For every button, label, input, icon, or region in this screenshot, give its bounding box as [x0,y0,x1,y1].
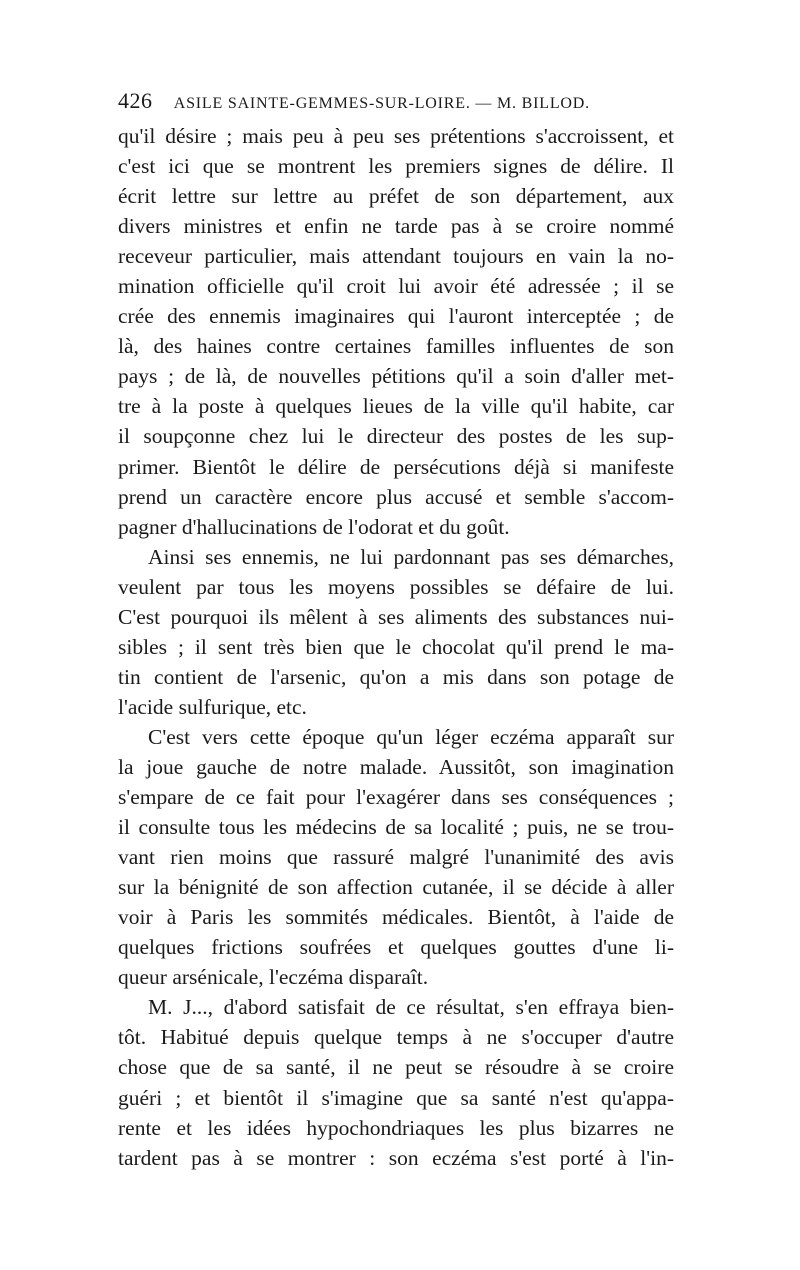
text-line: sibles ; il sent très bien que le chocolat qu'il prend le ma- [118,634,674,659]
text-line: tardent pas à se montrer : son eczéma s'est porté à l'in- [118,1145,674,1170]
text-line: veulent par tous les moyens possibles se défaire de lui. [118,574,674,599]
text-line: quelques frictions soufrées et quelques gouttes d'une li- [118,935,674,960]
text-line: l'acide sulfurique, etc. [118,694,307,719]
text-line: mination officielle qu'il croit lui avoir été adressée ; il se [118,274,674,299]
text-line: rente et les idées hypochondriaques les plus bizarres ne [118,1115,674,1140]
text-line: voir à Paris les sommités médicales. Bientôt, à l'aide de [118,905,674,930]
text-line: chose que de sa santé, il ne peut se résoudre à se croire [118,1055,674,1080]
text-line: pagner d'hallucinations de l'odorat et du goût. [118,514,510,539]
text-line: sur la bénignité de son affection cutanée, il se décide à aller [118,875,674,900]
text-line: C'est vers cette époque qu'un léger eczéma apparaît sur [148,724,674,749]
page-number: 426 [118,88,153,113]
text-line: qu'il désire ; mais peu à peu ses prétentions s'accroissent, et [118,124,674,148]
paragraph [118,722,674,992]
text-line: il soupçonne chez lui le directeur des postes de les sup- [118,424,674,449]
text-line: il consulte tous les médecins de sa localité ; puis, ne se trou- [118,815,674,840]
text-line: primer. Bientôt le délire de persécutions déjà si manifeste [118,454,674,479]
text-line: là, des haines contre certaines familles influentes de son [118,334,674,359]
text-line: s'empare de ce fait pour l'exagérer dans ses conséquences ; [118,785,674,810]
paragraph [118,992,674,1172]
text-line: Ainsi ses ennemis, ne lui pardonnant pas ses démarches, [148,544,674,569]
text-line: receveur particulier, mais attendant toujours en vain la no- [118,244,674,269]
text-line: la joue gauche de notre malade. Aussitôt, son imagination [118,754,674,779]
paragraph [118,121,674,542]
text-line: écrit lettre sur lettre au préfet de son département, aux [118,184,674,209]
text-line: prend un caractère encore plus accusé et semble s'accom- [118,484,674,509]
text-line: tre à la poste à quelques lieues de la ville qu'il habite, car [118,394,674,419]
text-line: pays ; de là, de nouvelles pétitions qu'il a soin d'aller met- [118,364,674,389]
text-line: crée des ennemis imaginaires qui l'auront interceptée ; de [118,304,674,329]
page-header [118,88,678,118]
text-line: tin contient de l'arsenic, qu'on a mis dans son potage de [118,664,674,689]
running-title: ASILE SAINTE-GEMMES-SUR-LOIRE. — M. BILLOD. [173,95,590,112]
text-line: M. J..., d'abord satisfait de ce résultat, s'en effraya bien- [148,995,674,1020]
text-line: C'est pourquoi ils mêlent à ses aliments des substances nui- [118,604,674,629]
text-line: tôt. Habitué depuis quelque temps à ne s'occuper d'autre [118,1025,674,1050]
body-text [118,121,674,1173]
text-line: vant rien moins que rassuré malgré l'unanimité des avis [118,845,674,870]
text-line: c'est ici que se montrent les premiers signes de délire. Il [118,154,674,179]
text-line: guéri ; et bientôt il s'imagine que sa santé n'est qu'appa- [118,1085,674,1110]
text-line: queur arsénicale, l'eczéma disparaît. [118,965,429,990]
paragraph [118,542,674,722]
text-line: divers ministres et enfin ne tarde pas à se croire nommé [118,214,674,239]
